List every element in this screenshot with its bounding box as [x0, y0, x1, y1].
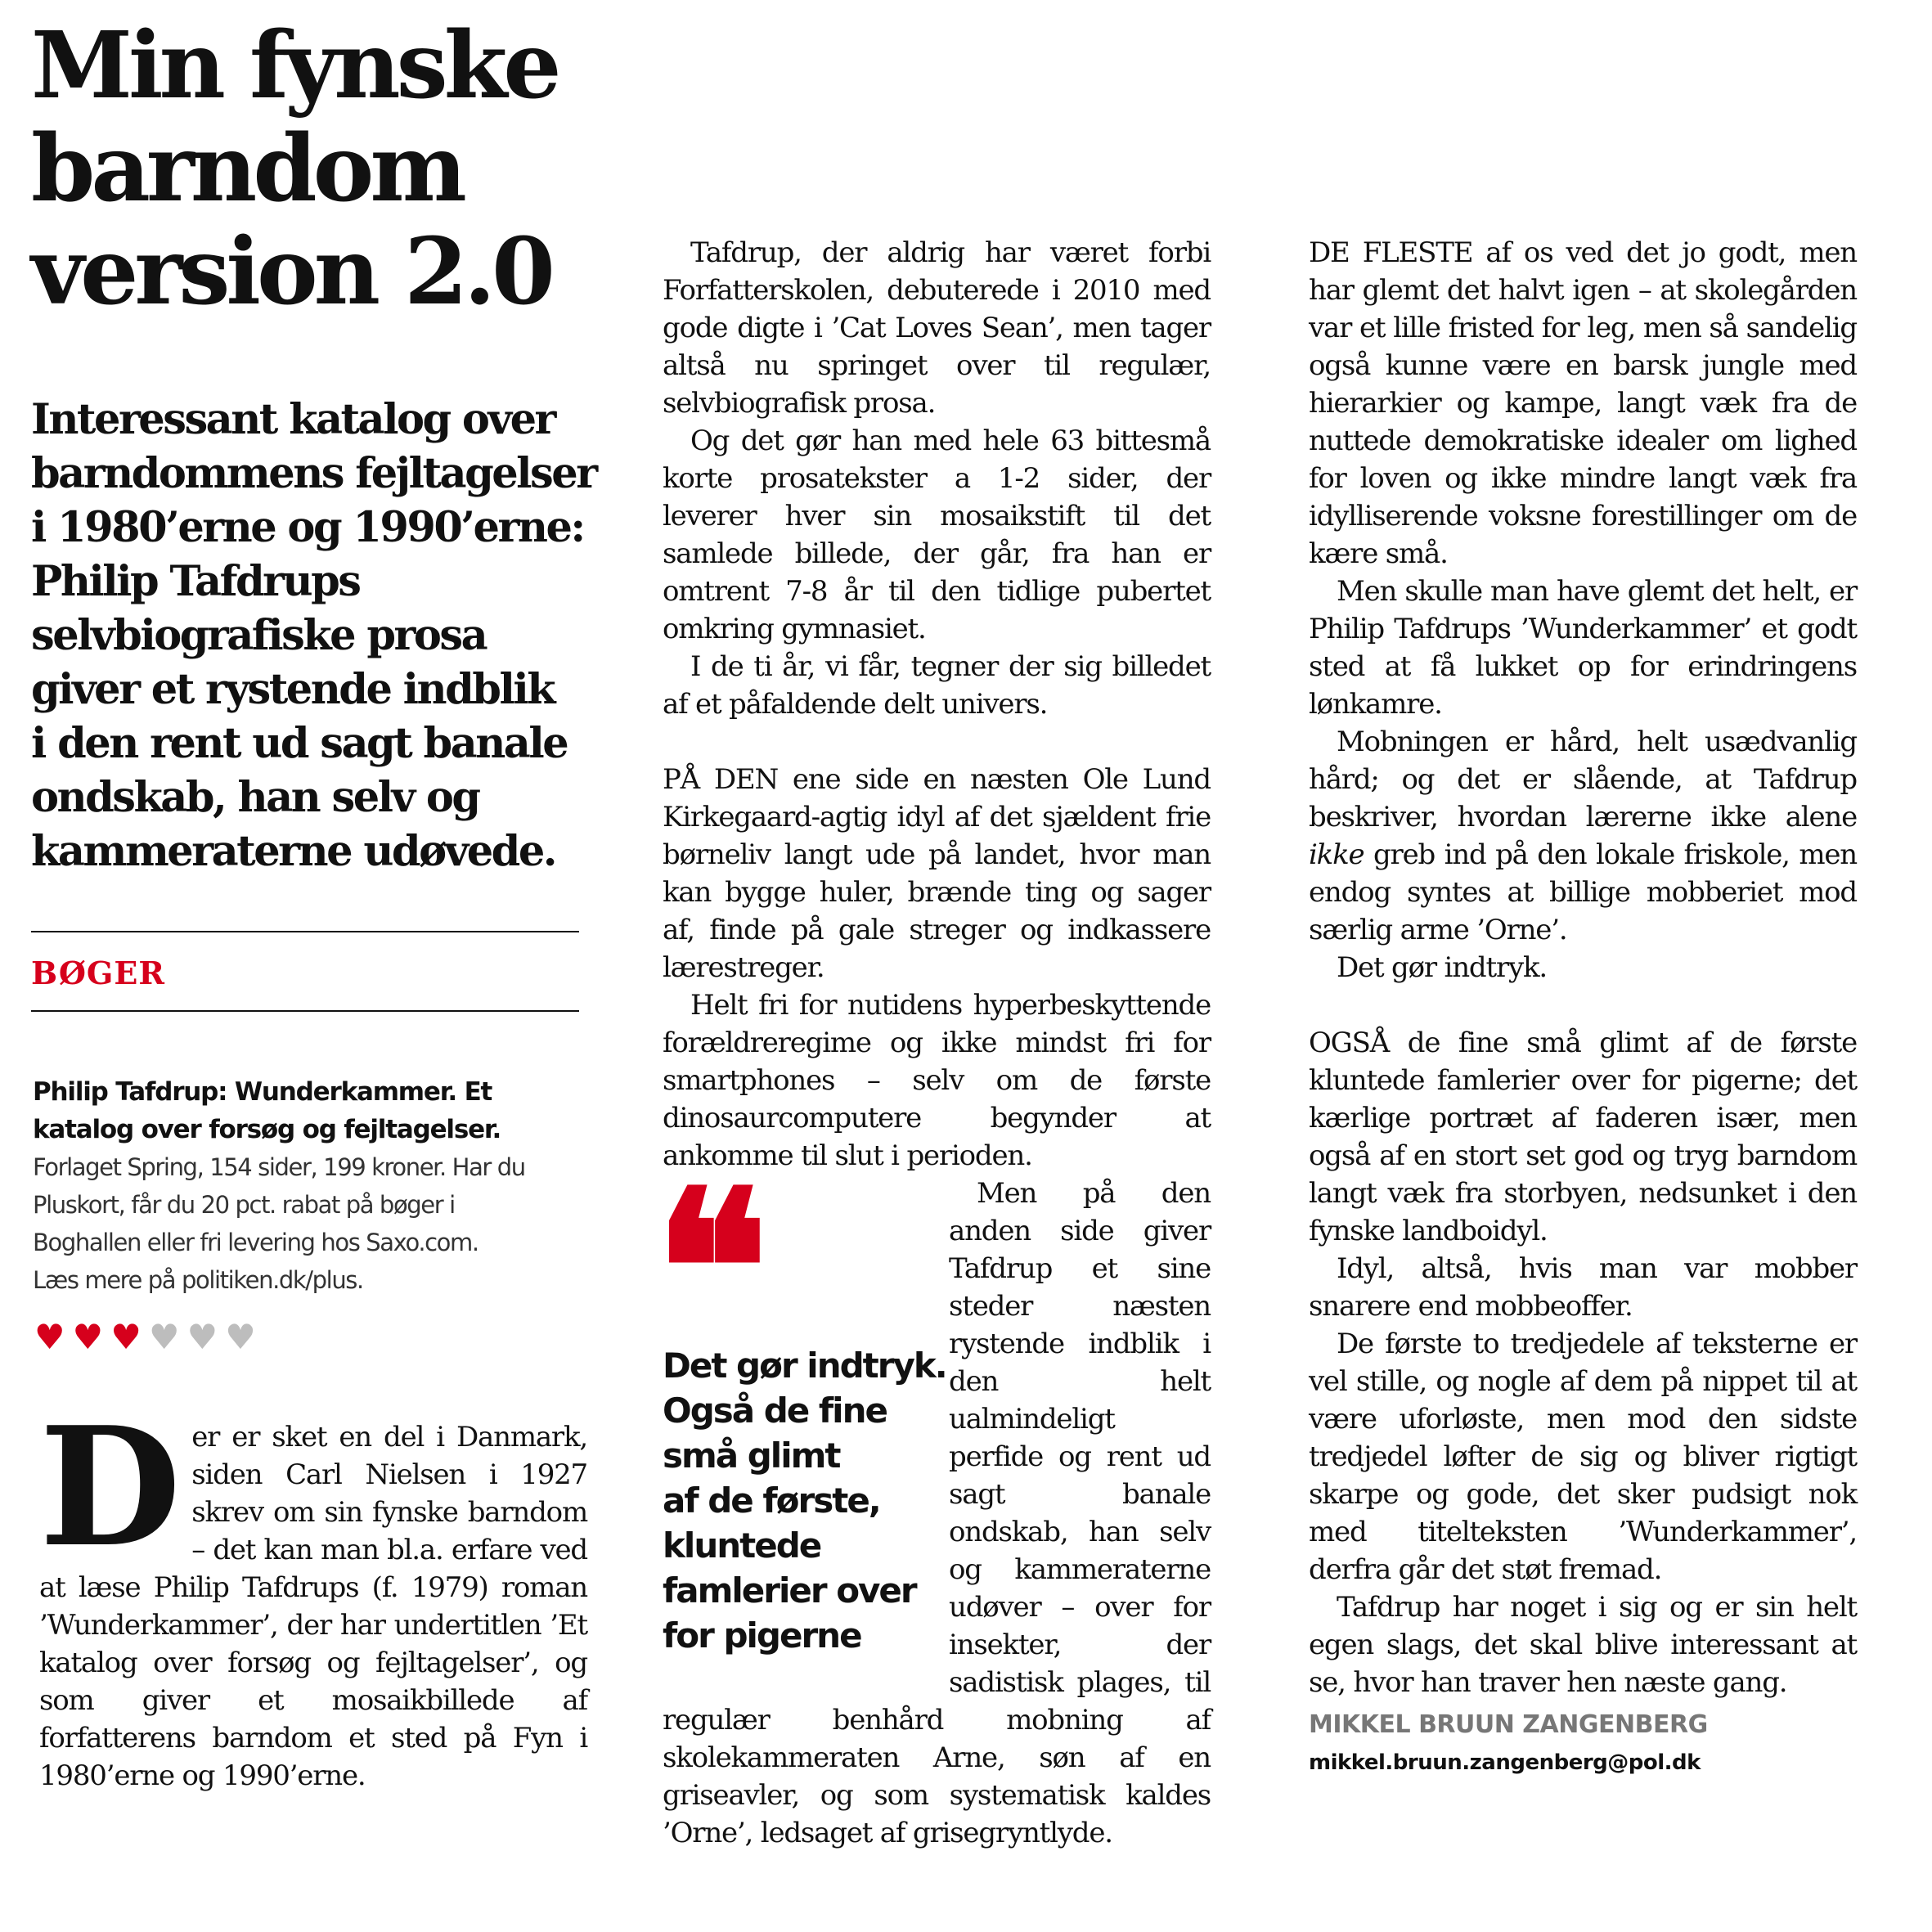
pull-quote-text [663, 1343, 946, 1658]
headline [31, 12, 587, 326]
paragraph-body: Mobningen er hård, helt usædvanlig hård; og det er slående, at Tafdrup beskriver, hvordan lærerne ikke alene [1309, 726, 1857, 833]
heart-icon: ♥ [110, 1317, 142, 1357]
heart-icon: ♥ [186, 1317, 218, 1357]
headline-line: version 2.0 [31, 218, 551, 326]
paragraph: Idyl, altså, hvis man var mobber snarere end mobbeoffer. [1309, 1252, 1857, 1323]
heart-icon: ♥ [148, 1317, 180, 1357]
paragraph [1309, 723, 1857, 949]
paragraph: Helt fri for nutidens hyperbeskyttende forældreregime og ikke mindst fri for smartphones – selv om de første dinosaurcomputere begynder at ankomme til slut i perioden. [663, 989, 1211, 1172]
pull-quote-line: kluntede [663, 1525, 821, 1566]
pull-quote-line: for pigerne [663, 1615, 861, 1656]
subheadline-line: i den rent ud sagt banale [31, 719, 568, 768]
divider-top [31, 931, 579, 932]
subheadline-line: barndommens fejltagelser [31, 449, 596, 498]
paragraph: De første to tredjedele af teksterne er vel stille, og nogle af dem på nippet til at være uforløste, men mod den sidste tredjedel løfter de sig og bliver rigtigt skarpe og gode, det sker pudsigt nok med titelteksten ’Wunderkammer’, derfra går det støt fremad. [1309, 1328, 1857, 1586]
book-info [33, 1073, 589, 1299]
pull-quote [654, 1144, 946, 1670]
headline-line: Min fynske [31, 12, 558, 119]
drop-cap: D [39, 1391, 181, 1584]
paragraph-body: ene side en næsten Ole Lund Kirkegaard-agtig idyl af det sjældent frie børneliv langt ude på landet, hvor man kan bygge huler, brænde ting og sager af, finde på gale streger og indkassere lærestreger. [663, 763, 1211, 984]
paragraph: Men på den anden side giver Tafdrup et sine steder næsten rystende indblik i den helt ualmindeligt perfide og rent ud sagt banale ondskab, han selv og kammeraterne udøver – over for insekter, der sadistisk plages, til regulær benhård mobning af skolekammeraten Arne, søn af en griseavler, og som systematisk kaldes ’Orne’, ledsaget af grisegryntlyde. [663, 1177, 1211, 1849]
subheadline-line: kammeraterne udøvede. [31, 827, 556, 876]
divider-bottom [31, 1010, 579, 1012]
emphasis: ikke [1309, 838, 1364, 871]
rating [34, 1319, 256, 1356]
book-title-line: katalog over forsøg og fejltagelser. [33, 1115, 501, 1144]
subheadline-line: i 1980’erne og 1990’erne: [31, 503, 584, 552]
subheadline-line: Philip Tafdrups [31, 557, 360, 606]
book-details-line: Boghallen eller fri levering hos Saxo.com. [33, 1229, 479, 1256]
book-details-line: Pluskort, får du 20 pct. rabat på bøger i [33, 1191, 455, 1219]
paragraph: er er sket en del i Danmark, siden Carl Nielsen i 1927 skrev om sin fynske barndom – det kan man bl.a. erfare ved at læse Philip Tafdrups (f. 1979) roman ’Wunderkammer’, der har undertitlen ’Et katalog over forsøg og fejltagelser’, og som giver et mosaikbillede af forfatterens barndom et sted på Fyn i 1980’erne og 1990’erne. [39, 1421, 587, 1792]
paragraph: Tafdrup har noget i sig og er sin helt egen slags, det skal blive interessant at se, hvor han traver hen næste gang. [1309, 1591, 1857, 1699]
book-details-line: Læs mere på politiken.dk/plus. [33, 1266, 363, 1294]
paragraph-lead: PÅ DEN [663, 763, 779, 796]
paragraph-lead: DE FLESTE [1309, 236, 1473, 269]
book-title-line: Philip Tafdrup: Wunderkammer. Et [33, 1077, 492, 1107]
paragraph: Tafdrup, der aldrig har været forbi Forfatterskolen, debuterede i 2010 med gode digte i ’Cat Loves Sean’, men tager altså nu springet over til regulær, selvbiografisk prosa. [663, 236, 1211, 420]
paragraph [1309, 1024, 1857, 1250]
subheadline-line: giver et rystende indblik [31, 665, 555, 714]
article-column-2 [654, 234, 1211, 1852]
subheadline [31, 393, 604, 878]
pull-quote-line: små glimt [663, 1436, 840, 1476]
paragraph-lead: OGSÅ [1309, 1027, 1390, 1059]
paragraph-body: af os ved det jo godt, men har glemt det halvt igen – at skolegården var et lille fristed for leg, men så sandelig også kunne være en barsk jungle med hierarkier og kampe, langt væk fra de nuttede demokratiske idealer om lighed for loven og ikke mindre langt væk fra idylliserende voksne forestillinger om de kære små. [1309, 236, 1857, 570]
book-title [33, 1073, 589, 1148]
book-details-line: Forlaget Spring, 154 sider, 199 kroner. Har du [33, 1153, 525, 1181]
book-details [33, 1148, 589, 1299]
article-column-1 [39, 1391, 587, 1795]
headline-line: barndom [31, 115, 463, 222]
author-email[interactable]: mikkel.bruun.zangenberg@pol.dk [1309, 1750, 1701, 1775]
pull-quote-line: af de første, [663, 1480, 880, 1521]
paragraph: I de ti år, vi får, tegner der sig billedet af et påfaldende delt univers. [663, 650, 1211, 721]
heart-icon: ♥ [225, 1317, 256, 1357]
paragraph [663, 761, 1211, 986]
pull-quote-line: Det gør indtryk. [663, 1346, 946, 1386]
paragraph: Det gør indtryk. [1337, 951, 1548, 984]
subheadline-line: Interessant katalog over [31, 395, 555, 444]
paragraph: Og det gør han med hele 63 bittesmå korte prosatekster a 1-2 sider, der leverer hver sin mosaikstift til det samlede billede, der går, fra han er omtrent 7-8 år til den tidlige pubertet omkring gymnasiet. [663, 425, 1211, 645]
subheadline-line: selvbiografiske prosa [31, 611, 487, 660]
pull-quote-line: Også de fine [663, 1391, 887, 1431]
quote-icon: ❝ [654, 1144, 744, 1394]
paragraph-body: de fine små glimt af de første kluntede famlerier over for pigerne; det kærlige portræt af faderen især, men også af en stort set god og tryg barndom langt væk fra storbyen, nedsunket i den fynske landboidyl. [1309, 1027, 1857, 1247]
section-label: BØGER [31, 955, 165, 991]
heart-icon: ♥ [72, 1317, 104, 1357]
subheadline-line: ondskab, han selv og [31, 773, 479, 822]
byline: MIKKEL BRUUN ZANGENBERG [1309, 1710, 1708, 1739]
article-column-3 [1309, 234, 1857, 1781]
paragraph [1309, 234, 1857, 573]
paragraph: Men skulle man have glemt det helt, er Philip Tafdrups ’Wunderkammer’ et godt sted at få lukket op for erindringens lønkamre. [1309, 575, 1857, 721]
pull-quote-line: famlerier over [663, 1570, 916, 1611]
heart-icon: ♥ [34, 1317, 65, 1357]
paragraph-body: greb ind på den lokale friskole, men endog syntes at billige mobberiet mod særlig arme ’Orne’. [1309, 838, 1857, 946]
